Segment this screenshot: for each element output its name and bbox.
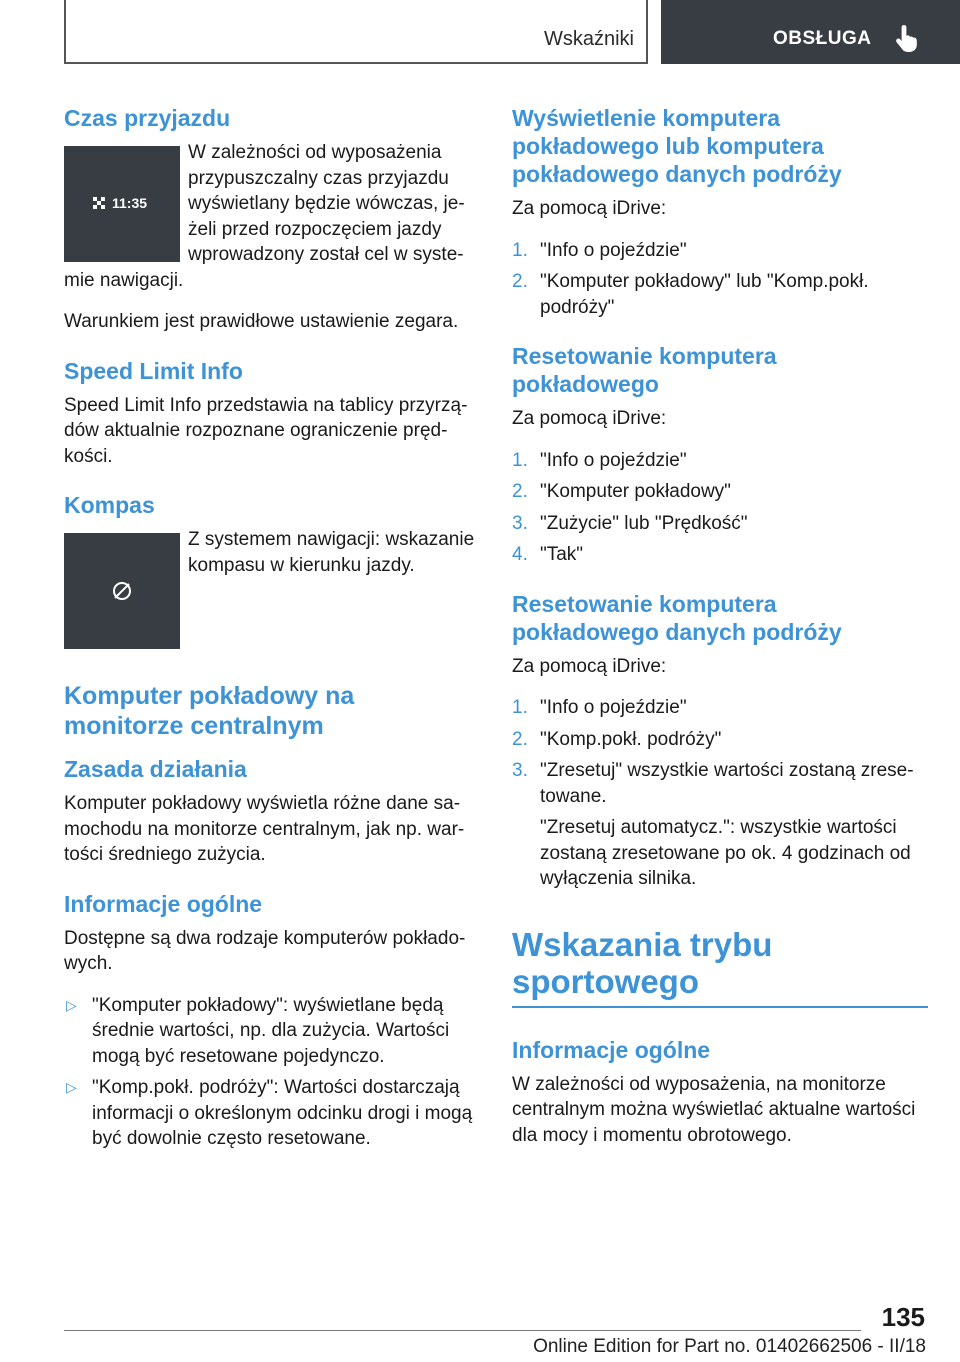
compass-heading: Kompas [64,492,155,518]
arrival-text: W zależności od wyposażenia przypuszczalny czas przyjazdu wyświetlany będzie wówczas, jeżeli przed rozpoczęciem jazdy wprowadzony został cel w systemie nawigacji. [64,142,465,291]
list-item: 4. "Tak" [512,544,584,565]
general-heading: Informacje ogólne [64,890,263,917]
sport-general-heading: Informacje ogólne [512,1036,711,1063]
section-title: Wskaźniki [543,28,634,50]
reset-heading: Resetowanie komputera pokładowego [512,343,777,397]
display-intro: Za pomocą iDrive: [512,198,667,219]
arrival-heading: Czas przyjazdu [64,105,231,131]
compass-display [64,533,180,649]
arrival-note: Warunkiem jest prawidłowe ustawienie zegara. [64,311,459,332]
principle-text: Komputer pokładowy wyświetla różne dane samochodu na monitorze centralnym, jak np. wartości średniego zużycia. [64,793,465,865]
bullet-triangle-icon: ▷ [66,1079,77,1095]
heading-rule [512,1006,928,1008]
list-item: 1. "Info o pojeździe" [512,449,687,471]
sport-heading: Wskazania trybu sportowego [512,925,773,1000]
chapter-tab [661,0,960,64]
list-item: 1. "Info o pojeździe" [512,239,687,261]
arrival-time-display [64,146,180,262]
list-item: 2. "Komputer pokładowy" lub "Komp.pokł. podróży" [512,271,869,318]
computer-types-list [64,993,478,1152]
header-section-box [64,0,648,64]
footer-rule [64,1330,861,1331]
list-item: ▷ "Komputer pokładowy": wyświetlane będą średnie wartości, np. dla zużycia. Wartości mogą być resetowane pojedynczo. [66,994,450,1067]
flag-icon [92,196,108,210]
reset-trip-heading: Resetowanie komputera pokładowego danych podróży [512,590,842,645]
display-heading: Wyświetlenie komputera pokładowego lub komputera pokładowego danych podróży [512,105,842,187]
display-steps [512,238,928,321]
list-item: 2. "Komp.pokł. podróży" [512,728,722,750]
edition-note: Online Edition for Part no. 01402662506 - II/18 [533,1336,926,1357]
reset-trip-intro: Za pomocą iDrive: [512,655,667,677]
reset-trip-steps [512,695,928,892]
speed-limit-heading: Speed Limit Info [64,357,243,384]
reset-intro: Za pomocą iDrive: [512,408,667,429]
general-text: Dostępne są dwa rodzaje komputerów pokładowych. [64,927,466,974]
page-number: 135 [881,1302,925,1332]
compass-text: Z systemem nawigacji: wskazanie kompasu w kierunku jazdy. [188,529,475,576]
list-item: ▷ "Komp.pokł. podróży": Wartości dostarczają informacji o określonym odcinku drogi i mogą być dowolnie często resetowane. [66,1077,473,1149]
right-column [512,104,928,1148]
speed-limit-text: Speed Limit Info przedstawia na tablicy przyrządów aktualnie rozpoznane ograniczenie prędkości. [64,394,468,467]
pointing-hand-icon [895,24,921,52]
computer-heading: Komputer pokładowy na monitorze centralnym [64,682,355,740]
list-item: 2. "Komputer pokładowy" [512,481,731,502]
bullet-triangle-icon: ▷ [66,996,77,1013]
sport-text: W zależności od wyposażenia, na monitorze centralnym można wyświetlać aktualne wartości dla mocy i momentu obrotowego. [512,1073,916,1146]
chapter-tab-label: OBSŁUGA [773,28,872,49]
step-note: "Zresetuj automatycz.": wszystkie wartości zostaną zresetowane po ok. 4 godzinach od wyłączenia silnika. [540,817,911,889]
list-item: 1. "Info o pojeździe" [512,697,687,718]
compass-icon [111,580,133,602]
arrival-time-value: 11:35 [112,195,148,211]
left-column [64,104,478,1158]
principle-heading: Zasada działania [64,756,247,782]
list-item: 3. "Zużycie" lub "Prędkość" [512,512,748,534]
list-item: 3. "Zresetuj" wszystkie wartości zostaną zresetowane. "Zresetuj automatycz.": wszystkie wartości zostaną zresetowane po ok. 4 godzinach od wyłączenia silnika. [512,758,928,892]
reset-steps [512,448,928,568]
